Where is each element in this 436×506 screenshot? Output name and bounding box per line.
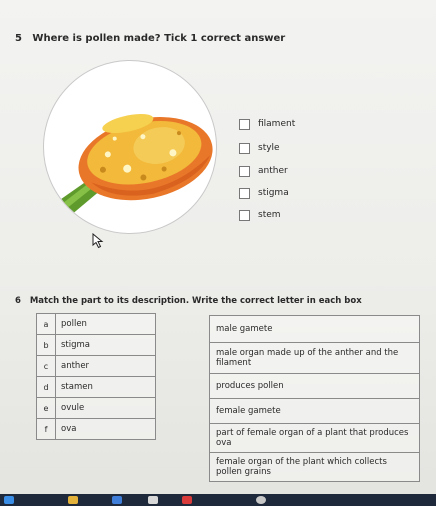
option-style-label: style: [258, 143, 280, 153]
table-row: [37, 398, 156, 419]
table-row: [210, 343, 420, 374]
part-name: stamen: [56, 377, 156, 398]
option-anther-checkbox[interactable]: [239, 166, 250, 177]
description-cell[interactable]: male gamete: [210, 316, 420, 343]
table-row: [210, 374, 420, 399]
flower-anther-drawing: [44, 61, 216, 233]
description-cell[interactable]: female organ of the plant which collects pollen grains: [210, 453, 420, 482]
part-name: ova: [56, 419, 156, 440]
table-row: [37, 377, 156, 398]
table-row: [210, 399, 420, 424]
part-letter: e: [37, 398, 56, 419]
table-row: [37, 356, 156, 377]
option-filament: [239, 117, 295, 131]
question-6-number: 6: [15, 296, 21, 306]
app-icon[interactable]: [256, 496, 266, 504]
question-5-number: 5: [15, 33, 22, 44]
table-row: [37, 335, 156, 356]
option-anther: [239, 164, 288, 178]
store-icon[interactable]: [112, 496, 122, 504]
part-letter: a: [37, 314, 56, 335]
option-stem-checkbox[interactable]: [239, 210, 250, 221]
table-row: [210, 424, 420, 453]
option-filament-checkbox[interactable]: [239, 119, 250, 130]
part-letter: d: [37, 377, 56, 398]
option-stigma: [239, 186, 289, 200]
taskbar: [0, 494, 436, 506]
part-letter: b: [37, 335, 56, 356]
option-style-checkbox[interactable]: [239, 143, 250, 154]
question-6-heading: [15, 296, 362, 306]
chrome-icon[interactable]: [148, 496, 158, 504]
question-5-text: Where is pollen made? Tick 1 correct answer: [32, 33, 286, 44]
description-cell[interactable]: produces pollen: [210, 374, 420, 399]
option-style: [239, 141, 280, 155]
part-letter: c: [37, 356, 56, 377]
mouse-cursor-icon: [92, 233, 106, 249]
option-stem: [239, 208, 281, 222]
gmail-icon[interactable]: [182, 496, 192, 504]
option-stigma-label: stigma: [258, 188, 289, 198]
question-6-text: Match the part to its description. Write the correct letter in each box: [29, 296, 362, 306]
table-row: [37, 419, 156, 440]
windows-start-icon[interactable]: [4, 496, 14, 504]
part-name: ovule: [56, 398, 156, 419]
table-row: [210, 316, 420, 343]
file-explorer-icon[interactable]: [68, 496, 78, 504]
option-stigma-checkbox[interactable]: [239, 188, 250, 199]
descriptions-table: [209, 315, 420, 482]
table-row: [37, 314, 156, 335]
option-anther-label: anther: [258, 166, 288, 176]
part-name: pollen: [56, 314, 156, 335]
question-5-heading: [15, 33, 285, 44]
option-filament-label: filament: [258, 119, 296, 129]
parts-table: [36, 313, 156, 440]
part-letter: f: [37, 419, 56, 440]
part-name: anther: [56, 356, 156, 377]
part-name: stigma: [56, 335, 156, 356]
table-row: [210, 453, 420, 482]
description-cell[interactable]: male organ made up of the anther and the filament: [210, 343, 420, 374]
anther-illustration: [43, 60, 217, 234]
description-cell[interactable]: part of female organ of a plant that produces ova: [210, 424, 420, 453]
description-cell[interactable]: female gamete: [210, 399, 420, 424]
option-stem-label: stem: [258, 210, 281, 220]
